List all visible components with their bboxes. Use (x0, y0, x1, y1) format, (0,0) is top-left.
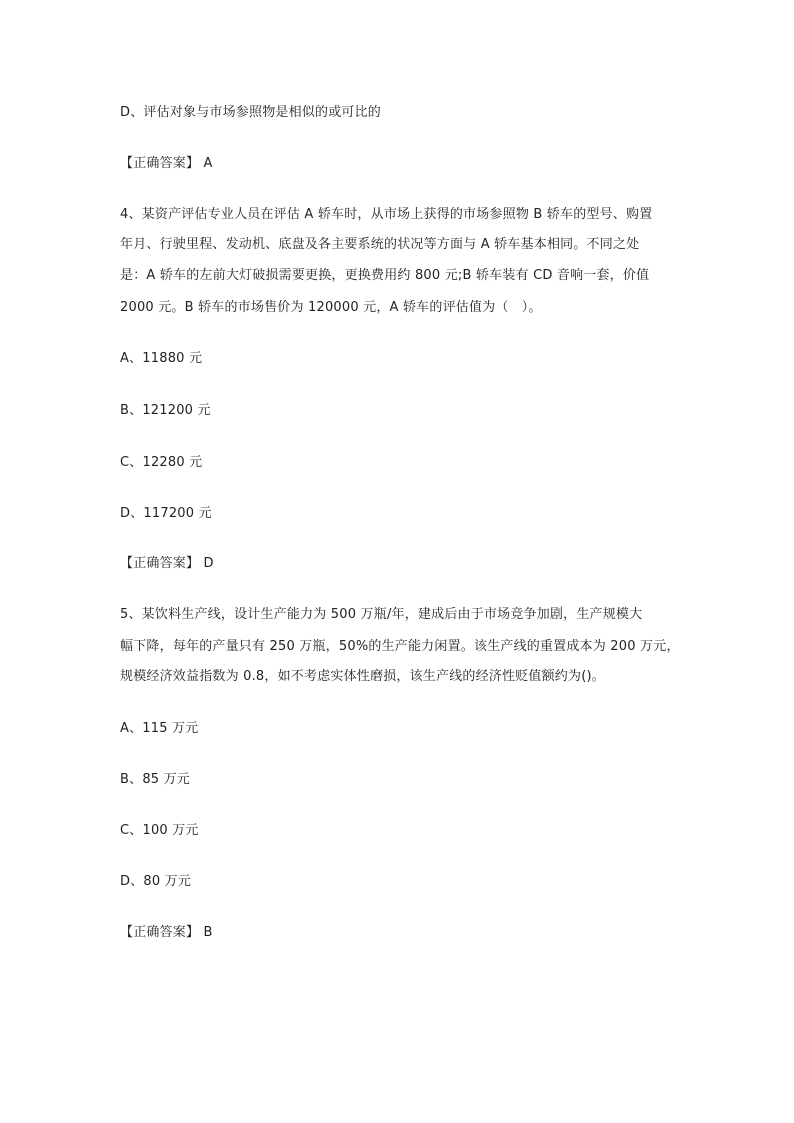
q4-stem-line-2: 年月、行驶里程、发动机、底盘及各主要系统的状况等方面与 A 轿车基本相同。不同之处 (120, 237, 640, 252)
answer-value: D (203, 556, 214, 571)
q5-answer (120, 924, 680, 942)
q4-option-a: A、11880 元 (120, 351, 203, 366)
q4-option-d: D、117200 元 (120, 506, 212, 521)
q5-option-c: C、100 万元 (120, 823, 199, 838)
q4-stem-line-3: 是：A 轿车的左前大灯破损需要更换，更换费用约 800 元;B 轿车装有 CD 音响一套，价值 (120, 268, 650, 283)
answer-label: 【正确答案】 (120, 156, 200, 171)
q5-option-d: D、80 万元 (120, 874, 192, 889)
q4-answer (120, 555, 680, 573)
q4-option-b: B、121200 元 (120, 403, 211, 418)
answer-label: 【正确答案】 (120, 556, 200, 571)
q4-stem-line-1: 4、某资产评估专业人员在评估 A 轿车时，从市场上获得的市场参照物 B 轿车的型号、购置 (120, 207, 653, 222)
q4-stem-line-4: 2000 元。B 轿车的市场售价为 120000 元，A 轿车的评估值为（ ）。 (120, 300, 542, 315)
q5-option-a: A、115 万元 (120, 721, 199, 736)
q5-stem-line-3: 规模经济效益指数为 0.8，如不考虑实体性磨损，该生产线的经济性贬值额约为()。 (120, 669, 605, 684)
q3-option-d: D、评估对象与市场参照物是相似的或可比的 (120, 105, 382, 120)
q5-stem-line-1: 5、某饮料生产线，设计生产能力为 500 万瓶/年，建成后由于市场竞争加剧，生产规模大 (120, 607, 643, 622)
answer-value: B (203, 925, 213, 940)
q4-option-c: C、12280 元 (120, 455, 203, 470)
q3-answer (120, 155, 680, 173)
answer-label: 【正确答案】 (120, 925, 200, 940)
q5-stem-line-2: 幅下降，每年的产量只有 250 万瓶，50%的生产能力闲置。该生产线的重置成本为 200 万元， (120, 639, 680, 654)
answer-value: A (203, 156, 213, 171)
q5-option-b: B、85 万元 (120, 772, 190, 787)
